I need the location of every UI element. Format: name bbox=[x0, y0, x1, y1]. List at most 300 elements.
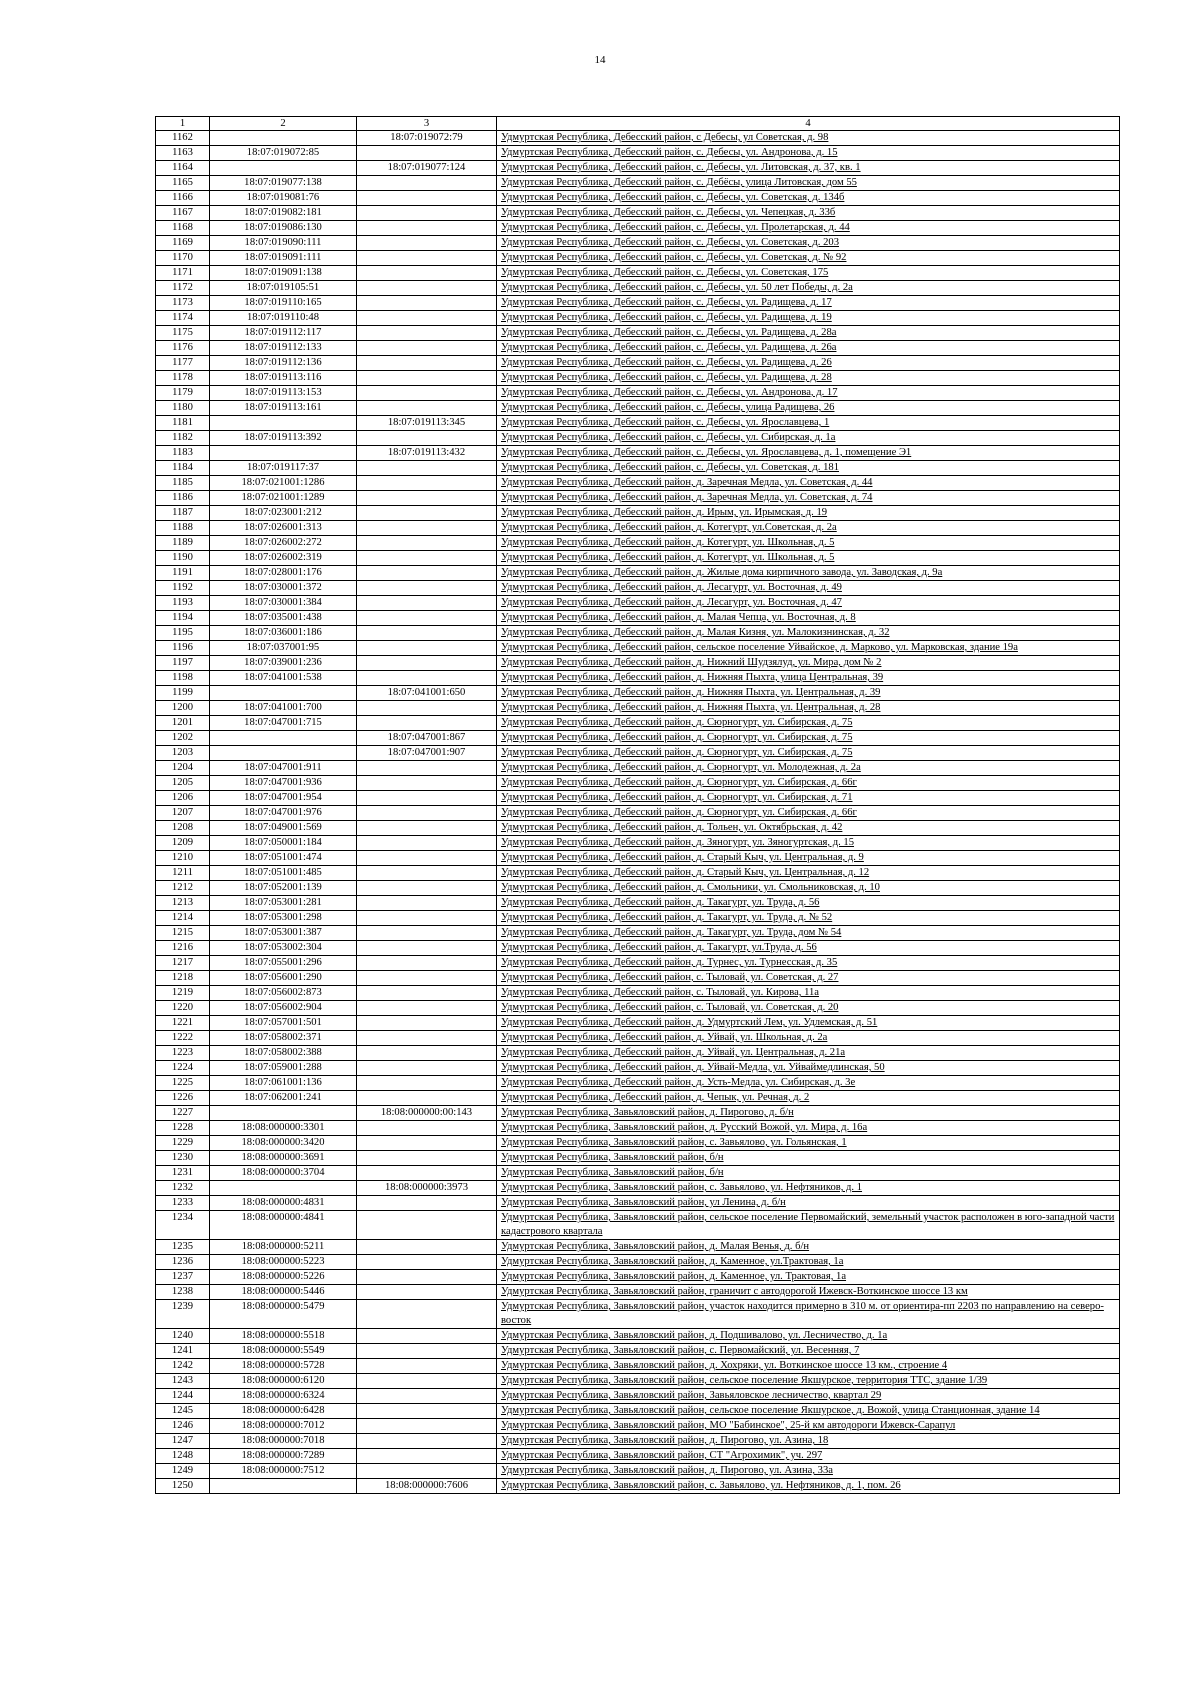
cadastral-number-alt-cell bbox=[357, 1374, 497, 1389]
cadastral-number-cell: 18:08:000000:7018 bbox=[210, 1434, 357, 1449]
table-row bbox=[156, 596, 1120, 611]
row-number-cell: 1209 bbox=[156, 836, 210, 851]
address-cell: Удмуртская Республика, Завьяловский район, участок находится примерно в 310 м. от ориентира-пп 2203 по направлению на северо-восток bbox=[497, 1300, 1120, 1329]
cadastral-number-alt-cell bbox=[357, 1136, 497, 1151]
cadastral-number-alt-cell bbox=[357, 776, 497, 791]
table-row bbox=[156, 551, 1120, 566]
row-number-cell: 1225 bbox=[156, 1076, 210, 1091]
table-row bbox=[156, 611, 1120, 626]
address-cell: Удмуртская Республика, Дебесский район, д. Старый Кыч, ул. Центральная, д. 12 bbox=[497, 866, 1120, 881]
row-number-cell: 1247 bbox=[156, 1434, 210, 1449]
row-number-cell: 1174 bbox=[156, 311, 210, 326]
table-row bbox=[156, 776, 1120, 791]
cadastral-number-cell: 18:07:055001:296 bbox=[210, 956, 357, 971]
cadastral-number-alt-cell bbox=[357, 941, 497, 956]
cadastral-number-alt-cell bbox=[357, 1359, 497, 1374]
table-row bbox=[156, 911, 1120, 926]
row-number-cell: 1242 bbox=[156, 1359, 210, 1374]
row-number-cell: 1239 bbox=[156, 1300, 210, 1329]
row-number-cell: 1183 bbox=[156, 446, 210, 461]
cadastral-number-alt-cell bbox=[357, 1091, 497, 1106]
row-number-cell: 1234 bbox=[156, 1211, 210, 1240]
address-cell: Удмуртская Республика, Дебесский район, с. Дебесы, ул. Радищева, д. 28 bbox=[497, 371, 1120, 386]
row-number-cell: 1163 bbox=[156, 146, 210, 161]
table-row bbox=[156, 131, 1120, 146]
cadastral-number-alt-cell bbox=[357, 581, 497, 596]
cadastral-number-cell: 18:08:000000:5549 bbox=[210, 1344, 357, 1359]
table-row bbox=[156, 956, 1120, 971]
table-row bbox=[156, 671, 1120, 686]
cadastral-number-cell: 18:07:019112:133 bbox=[210, 341, 357, 356]
row-number-cell: 1193 bbox=[156, 596, 210, 611]
table-row bbox=[156, 1449, 1120, 1464]
address-cell: Удмуртская Республика, Дебесский район, д. Уйвай, ул. Центральная, д. 21а bbox=[497, 1046, 1120, 1061]
row-number-cell: 1182 bbox=[156, 431, 210, 446]
cadastral-number-alt-cell bbox=[357, 1016, 497, 1031]
cadastral-number-cell: 18:07:047001:911 bbox=[210, 761, 357, 776]
cadastral-number-cell: 18:08:000000:5223 bbox=[210, 1255, 357, 1270]
cadastral-number-cell bbox=[210, 446, 357, 461]
cadastral-number-cell: 18:07:052001:139 bbox=[210, 881, 357, 896]
row-number-cell: 1232 bbox=[156, 1181, 210, 1196]
address-cell: Удмуртская Республика, Завьяловский район, сельское поселение Первомайский, земельный участок расположен в юго-западной части кадастрового квартала bbox=[497, 1211, 1120, 1240]
address-cell: Удмуртская Республика, Дебесский район, д. Малая Кизня, ул. Малокизнинская, д. 32 bbox=[497, 626, 1120, 641]
cadastral-number-alt-cell bbox=[357, 1449, 497, 1464]
cadastral-number-cell: 18:07:053002:304 bbox=[210, 941, 357, 956]
address-cell: Удмуртская Республика, Завьяловский район, д. Каменное, ул. Трактовая, 1а bbox=[497, 1270, 1120, 1285]
address-cell: Удмуртская Республика, Дебесский район, с. Дебесы, ул. Чепецкая, д. 33б bbox=[497, 206, 1120, 221]
address-cell: Удмуртская Республика, Завьяловский район, с. Завьялово, ул. Нефтяников, д. 1, пом. 26 bbox=[497, 1479, 1120, 1494]
table-row bbox=[156, 926, 1120, 941]
table-row bbox=[156, 1300, 1120, 1329]
table-row bbox=[156, 1255, 1120, 1270]
cadastral-number-cell bbox=[210, 1106, 357, 1121]
table-row bbox=[156, 296, 1120, 311]
cadastral-number-alt-cell bbox=[357, 1285, 497, 1300]
address-cell: Удмуртская Республика, Завьяловский район, Завьяловское лесничество, квартал 29 bbox=[497, 1389, 1120, 1404]
table-row bbox=[156, 311, 1120, 326]
table-row bbox=[156, 521, 1120, 536]
table-row bbox=[156, 1016, 1120, 1031]
cadastral-number-cell: 18:07:030001:372 bbox=[210, 581, 357, 596]
table-row bbox=[156, 386, 1120, 401]
cadastral-number-cell: 18:07:051001:474 bbox=[210, 851, 357, 866]
address-cell: Удмуртская Республика, Дебесский район, с. Тыловай, ул. Кирова, 11а bbox=[497, 986, 1120, 1001]
row-number-cell: 1222 bbox=[156, 1031, 210, 1046]
address-cell: Удмуртская Республика, Дебесский район, д. Уйвай, ул. Школьная, д. 2а bbox=[497, 1031, 1120, 1046]
table-row bbox=[156, 1479, 1120, 1494]
row-number-cell: 1181 bbox=[156, 416, 210, 431]
address-cell: Удмуртская Республика, Дебесский район, с. Тыловай, ул. Советская, д. 20 bbox=[497, 1001, 1120, 1016]
address-cell: Удмуртская Республика, Дебесский район, с. Дебесы, ул. Ярославцева, 1 bbox=[497, 416, 1120, 431]
table-row bbox=[156, 686, 1120, 701]
cadastral-number-cell: 18:07:053001:281 bbox=[210, 896, 357, 911]
address-cell: Удмуртская Республика, Завьяловский район, д. Подшивалово, ул. Лесничество, д. 1а bbox=[497, 1329, 1120, 1344]
cadastral-number-alt-cell bbox=[357, 896, 497, 911]
address-cell: Удмуртская Республика, Дебесский район, д. Уйвай-Медла, ул. Уйваймедлинская, 50 bbox=[497, 1061, 1120, 1076]
cadastral-number-alt-cell bbox=[357, 1300, 497, 1329]
cadastral-number-alt-cell: 18:07:019113:345 bbox=[357, 416, 497, 431]
cadastral-number-cell: 18:07:035001:438 bbox=[210, 611, 357, 626]
address-cell: Удмуртская Республика, Завьяловский район, б/н bbox=[497, 1166, 1120, 1181]
cadastral-number-cell: 18:08:000000:6120 bbox=[210, 1374, 357, 1389]
cadastral-number-alt-cell bbox=[357, 1061, 497, 1076]
address-cell: Удмуртская Республика, Завьяловский район, СТ "Агрохимик", уч. 297 bbox=[497, 1449, 1120, 1464]
row-number-cell: 1207 bbox=[156, 806, 210, 821]
table-row bbox=[156, 506, 1120, 521]
table-row bbox=[156, 626, 1120, 641]
row-number-cell: 1195 bbox=[156, 626, 210, 641]
address-cell: Удмуртская Республика, Дебесский район, с. Дебесы, ул. Советская, д. 134б bbox=[497, 191, 1120, 206]
address-cell: Удмуртская Республика, Дебесский район, с. Дебесы, ул. Пролетарская, д. 44 bbox=[497, 221, 1120, 236]
cadastral-number-alt-cell bbox=[357, 1270, 497, 1285]
address-cell: Удмуртская Республика, Дебесский район, с. Дебесы, ул. Советская, 175 bbox=[497, 266, 1120, 281]
cadastral-number-alt-cell bbox=[357, 1196, 497, 1211]
cadastral-number-cell: 18:07:039001:236 bbox=[210, 656, 357, 671]
address-cell: Удмуртская Республика, Завьяловский район, с. Первомайский, ул. Весенняя, 7 bbox=[497, 1344, 1120, 1359]
column-header-2: 2 bbox=[210, 117, 357, 131]
cadastral-number-alt-cell: 18:08:000000:00:143 bbox=[357, 1106, 497, 1121]
cadastral-number-alt-cell bbox=[357, 491, 497, 506]
address-cell: Удмуртская Республика, Завьяловский район, д. Пирогово, ул. Азина, 33а bbox=[497, 1464, 1120, 1479]
cadastral-number-alt-cell bbox=[357, 626, 497, 641]
table-row bbox=[156, 1464, 1120, 1479]
cadastral-number-alt-cell bbox=[357, 836, 497, 851]
cadastral-number-cell bbox=[210, 1479, 357, 1494]
cadastral-number-cell: 18:07:019113:392 bbox=[210, 431, 357, 446]
cadastral-number-alt-cell bbox=[357, 701, 497, 716]
cadastral-number-cell: 18:08:000000:4831 bbox=[210, 1196, 357, 1211]
cadastral-number-cell: 18:07:047001:954 bbox=[210, 791, 357, 806]
row-number-cell: 1218 bbox=[156, 971, 210, 986]
address-cell: Удмуртская Республика, Дебесский район, д. Сюрногурт, ул. Сибирская, д. 75 bbox=[497, 716, 1120, 731]
address-cell: Удмуртская Республика, Завьяловский район, сельское поселение Якшурское, территория ТТС, здание 1/39 bbox=[497, 1374, 1120, 1389]
table-row bbox=[156, 1240, 1120, 1255]
table-row bbox=[156, 1270, 1120, 1285]
address-cell: Удмуртская Республика, Дебесский район, д. Такагурт, ул.Труда, д. 56 bbox=[497, 941, 1120, 956]
address-cell: Удмуртская Республика, Дебесский район, с. Дебесы, ул. Радищева, д. 26а bbox=[497, 341, 1120, 356]
cadastral-number-cell: 18:07:019110:165 bbox=[210, 296, 357, 311]
table-row bbox=[156, 281, 1120, 296]
table-row bbox=[156, 176, 1120, 191]
address-cell: Удмуртская Республика, Дебесский район, с. Дебесы, ул. Литовская, д. 37, кв. 1 bbox=[497, 161, 1120, 176]
row-number-cell: 1190 bbox=[156, 551, 210, 566]
row-number-cell: 1221 bbox=[156, 1016, 210, 1031]
table-row bbox=[156, 566, 1120, 581]
cadastral-number-cell: 18:07:019117:37 bbox=[210, 461, 357, 476]
row-number-cell: 1179 bbox=[156, 386, 210, 401]
cadastral-number-cell: 18:07:058002:388 bbox=[210, 1046, 357, 1061]
cadastral-number-alt-cell bbox=[357, 356, 497, 371]
cadastral-number-alt-cell bbox=[357, 851, 497, 866]
cadastral-number-alt-cell: 18:07:041001:650 bbox=[357, 686, 497, 701]
cadastral-number-alt-cell bbox=[357, 1001, 497, 1016]
cadastral-number-cell: 18:07:019105:51 bbox=[210, 281, 357, 296]
row-number-cell: 1241 bbox=[156, 1344, 210, 1359]
cadastral-number-cell: 18:08:000000:5479 bbox=[210, 1300, 357, 1329]
row-number-cell: 1168 bbox=[156, 221, 210, 236]
cadastral-number-cell: 18:07:019112:136 bbox=[210, 356, 357, 371]
address-cell: Удмуртская Республика, Завьяловский район, д. Каменное, ул.Трактовая, 1а bbox=[497, 1255, 1120, 1270]
address-cell: Удмуртская Республика, Дебесский район, д. Сюрногурт, ул. Сибирская, д. 75 bbox=[497, 731, 1120, 746]
address-cell: Удмуртская Республика, Дебесский район, д. Сюрногурт, ул. Сибирская, д. 71 bbox=[497, 791, 1120, 806]
address-cell: Удмуртская Республика, Завьяловский район, с. Завьялово, ул. Нефтяников, д. 1 bbox=[497, 1181, 1120, 1196]
address-cell: Удмуртская Республика, Дебесский район, с. Тыловай, ул. Советская, д. 27 bbox=[497, 971, 1120, 986]
address-cell: Удмуртская Республика, Дебесский район, д. Усть-Медла, ул. Сибирская, д. 3е bbox=[497, 1076, 1120, 1091]
row-number-cell: 1226 bbox=[156, 1091, 210, 1106]
table-row bbox=[156, 896, 1120, 911]
table-row bbox=[156, 656, 1120, 671]
table-row bbox=[156, 461, 1120, 476]
table-row bbox=[156, 1196, 1120, 1211]
table-row bbox=[156, 1046, 1120, 1061]
cadastral-number-cell: 18:07:037001:95 bbox=[210, 641, 357, 656]
cadastral-number-alt-cell bbox=[357, 1329, 497, 1344]
cadastral-number-alt-cell bbox=[357, 671, 497, 686]
row-number-cell: 1201 bbox=[156, 716, 210, 731]
cadastral-number-alt-cell bbox=[357, 1046, 497, 1061]
table-row bbox=[156, 1091, 1120, 1106]
cadastral-number-alt-cell bbox=[357, 1211, 497, 1240]
row-number-cell: 1197 bbox=[156, 656, 210, 671]
address-cell: Удмуртская Республика, Дебесский район, с. Дебесы, ул. Радищева, д. 17 bbox=[497, 296, 1120, 311]
table-row bbox=[156, 1419, 1120, 1434]
cadastral-number-cell: 18:07:021001:1289 bbox=[210, 491, 357, 506]
cadastral-number-cell: 18:07:019112:117 bbox=[210, 326, 357, 341]
address-cell: Удмуртская Республика, Дебесский район, с. Дебесы, улица Радищева, 26 bbox=[497, 401, 1120, 416]
row-number-cell: 1210 bbox=[156, 851, 210, 866]
table-row bbox=[156, 1181, 1120, 1196]
table-row bbox=[156, 716, 1120, 731]
row-number-cell: 1243 bbox=[156, 1374, 210, 1389]
row-number-cell: 1217 bbox=[156, 956, 210, 971]
table-row bbox=[156, 161, 1120, 176]
row-number-cell: 1178 bbox=[156, 371, 210, 386]
cadastral-number-cell: 18:08:000000:5226 bbox=[210, 1270, 357, 1285]
table-row bbox=[156, 206, 1120, 221]
cadastral-number-cell: 18:08:000000:3420 bbox=[210, 1136, 357, 1151]
cadastral-number-cell bbox=[210, 416, 357, 431]
table-row bbox=[156, 1404, 1120, 1419]
cadastral-number-cell: 18:07:030001:384 bbox=[210, 596, 357, 611]
row-number-cell: 1245 bbox=[156, 1404, 210, 1419]
cadastral-number-alt-cell bbox=[357, 461, 497, 476]
cadastral-number-cell bbox=[210, 161, 357, 176]
row-number-cell: 1211 bbox=[156, 866, 210, 881]
cadastral-number-alt-cell bbox=[357, 1404, 497, 1419]
cadastral-number-cell: 18:08:000000:5446 bbox=[210, 1285, 357, 1300]
address-cell: Удмуртская Республика, Дебесский район, д. Ирым, ул. Ирымская, д. 19 bbox=[497, 506, 1120, 521]
cadastral-number-cell bbox=[210, 131, 357, 146]
cadastral-number-alt-cell bbox=[357, 1419, 497, 1434]
table-row bbox=[156, 356, 1120, 371]
cadastral-number-alt-cell bbox=[357, 911, 497, 926]
row-number-cell: 1233 bbox=[156, 1196, 210, 1211]
address-cell: Удмуртская Республика, Дебесский район, д. Чепык, ул. Речная, д. 2 bbox=[497, 1091, 1120, 1106]
cadastral-number-cell: 18:07:019077:138 bbox=[210, 176, 357, 191]
table-row bbox=[156, 1434, 1120, 1449]
row-number-cell: 1170 bbox=[156, 251, 210, 266]
address-cell: Удмуртская Республика, Завьяловский район, МО "Бабинское", 25-й км автодороги Ижевск-Сарапул bbox=[497, 1419, 1120, 1434]
row-number-cell: 1188 bbox=[156, 521, 210, 536]
cadastral-number-cell: 18:07:019091:111 bbox=[210, 251, 357, 266]
cadastral-number-cell: 18:07:047001:976 bbox=[210, 806, 357, 821]
address-cell: Удмуртская Республика, Дебесский район, д. Сюрногурт, ул. Молодежная, д. 2а bbox=[497, 761, 1120, 776]
row-number-cell: 1199 bbox=[156, 686, 210, 701]
cadastral-number-alt-cell bbox=[357, 296, 497, 311]
row-number-cell: 1165 bbox=[156, 176, 210, 191]
cadastral-number-cell bbox=[210, 746, 357, 761]
cadastral-number-cell: 18:08:000000:3301 bbox=[210, 1121, 357, 1136]
cadastral-number-alt-cell bbox=[357, 146, 497, 161]
cadastral-number-alt-cell bbox=[357, 1121, 497, 1136]
row-number-cell: 1240 bbox=[156, 1329, 210, 1344]
row-number-cell: 1213 bbox=[156, 896, 210, 911]
cadastral-number-cell: 18:07:050001:184 bbox=[210, 836, 357, 851]
address-cell: Удмуртская Республика, Дебесский район, д. Сюрногурт, ул. Сибирская, д. 66г bbox=[497, 806, 1120, 821]
row-number-cell: 1206 bbox=[156, 791, 210, 806]
row-number-cell: 1236 bbox=[156, 1255, 210, 1270]
cadastral-number-alt-cell: 18:08:000000:7606 bbox=[357, 1479, 497, 1494]
address-cell: Удмуртская Республика, Дебесский район, с. Дебесы, ул. Андронова, д. 17 bbox=[497, 386, 1120, 401]
cadastral-number-cell: 18:08:000000:7012 bbox=[210, 1419, 357, 1434]
cadastral-number-alt-cell bbox=[357, 371, 497, 386]
table-row bbox=[156, 1389, 1120, 1404]
cadastral-number-alt-cell bbox=[357, 1031, 497, 1046]
cadastral-number-cell bbox=[210, 686, 357, 701]
table-row bbox=[156, 146, 1120, 161]
cadastral-number-cell: 18:07:019091:138 bbox=[210, 266, 357, 281]
cadastral-number-cell: 18:07:047001:936 bbox=[210, 776, 357, 791]
address-cell: Удмуртская Республика, Дебесский район, д. Лесагурт, ул. Восточная, д. 47 bbox=[497, 596, 1120, 611]
table-row bbox=[156, 1374, 1120, 1389]
table-row bbox=[156, 221, 1120, 236]
table-row bbox=[156, 806, 1120, 821]
row-number-cell: 1185 bbox=[156, 476, 210, 491]
table-row bbox=[156, 641, 1120, 656]
address-cell: Удмуртская Республика, Дебесский район, д. Нижняя Пыхта, ул. Центральная, д. 28 bbox=[497, 701, 1120, 716]
address-cell: Удмуртская Республика, Дебесский район, с. Дебёсы, улица Литовская, дом 55 bbox=[497, 176, 1120, 191]
address-cell: Удмуртская Республика, Завьяловский район, д. Хохряки, ул. Воткинское шоссе 13 км., строение 4 bbox=[497, 1359, 1120, 1374]
cadastral-number-alt-cell bbox=[357, 236, 497, 251]
cadastral-number-cell: 18:07:053001:298 bbox=[210, 911, 357, 926]
address-cell: Удмуртская Республика, Дебесский район, д. Жилые дома кирпичного завода, ул. Заводская, д. 9а bbox=[497, 566, 1120, 581]
page-number: 14 bbox=[594, 54, 606, 66]
table-row bbox=[156, 251, 1120, 266]
cadastral-number-cell bbox=[210, 731, 357, 746]
cadastral-number-cell: 18:07:056002:873 bbox=[210, 986, 357, 1001]
cadastral-number-cell: 18:07:021001:1286 bbox=[210, 476, 357, 491]
cadastral-number-alt-cell bbox=[357, 641, 497, 656]
cadastral-number-alt-cell bbox=[357, 221, 497, 236]
cadastral-number-cell: 18:07:056002:904 bbox=[210, 1001, 357, 1016]
table-row bbox=[156, 446, 1120, 461]
cadastral-number-alt-cell bbox=[357, 176, 497, 191]
address-cell: Удмуртская Республика, Завьяловский район, б/н bbox=[497, 1151, 1120, 1166]
cadastral-number-cell: 18:07:019113:153 bbox=[210, 386, 357, 401]
table-row bbox=[156, 701, 1120, 716]
cadastral-number-cell bbox=[210, 1181, 357, 1196]
table-row bbox=[156, 1001, 1120, 1016]
cadastral-number-alt-cell bbox=[357, 1240, 497, 1255]
cadastral-number-alt-cell bbox=[357, 986, 497, 1001]
cadastral-number-alt-cell bbox=[357, 1464, 497, 1479]
column-header-4: 4 bbox=[497, 117, 1120, 131]
cadastral-number-alt-cell bbox=[357, 1434, 497, 1449]
row-number-cell: 1189 bbox=[156, 536, 210, 551]
table-row bbox=[156, 1136, 1120, 1151]
address-cell: Удмуртская Республика, Завьяловский район, д. Пирогово, ул. Азина, 18 bbox=[497, 1434, 1120, 1449]
row-number-cell: 1237 bbox=[156, 1270, 210, 1285]
table-row bbox=[156, 1121, 1120, 1136]
cadastral-number-cell: 18:07:019113:116 bbox=[210, 371, 357, 386]
cadastral-number-alt-cell: 18:07:019113:432 bbox=[357, 446, 497, 461]
table-row bbox=[156, 1151, 1120, 1166]
cadastral-number-alt-cell bbox=[357, 206, 497, 221]
row-number-cell: 1198 bbox=[156, 671, 210, 686]
table-row bbox=[156, 881, 1120, 896]
cadastral-number-cell: 18:07:061001:136 bbox=[210, 1076, 357, 1091]
address-cell: Удмуртская Республика, Дебесский район, д. Удмуртский Лем, ул. Удлемская, д. 51 bbox=[497, 1016, 1120, 1031]
cadastral-number-cell: 18:07:019110:48 bbox=[210, 311, 357, 326]
table-row bbox=[156, 536, 1120, 551]
cadastral-number-alt-cell bbox=[357, 806, 497, 821]
cadastral-number-alt-cell bbox=[357, 866, 497, 881]
row-number-cell: 1176 bbox=[156, 341, 210, 356]
row-number-cell: 1162 bbox=[156, 131, 210, 146]
table-row bbox=[156, 761, 1120, 776]
table-row bbox=[156, 1031, 1120, 1046]
cadastral-number-alt-cell bbox=[357, 311, 497, 326]
cadastral-number-cell: 18:08:000000:5518 bbox=[210, 1329, 357, 1344]
cadastral-number-alt-cell bbox=[357, 476, 497, 491]
cadastral-number-cell: 18:07:023001:212 bbox=[210, 506, 357, 521]
table-row bbox=[156, 941, 1120, 956]
cadastral-number-alt-cell bbox=[357, 791, 497, 806]
table-row bbox=[156, 1061, 1120, 1076]
table-row bbox=[156, 266, 1120, 281]
cadastral-number-cell: 18:07:049001:569 bbox=[210, 821, 357, 836]
address-cell: Удмуртская Республика, Дебесский район, д. Нижняя Пыхта, улица Центральная, 39 bbox=[497, 671, 1120, 686]
row-number-cell: 1227 bbox=[156, 1106, 210, 1121]
cadastral-number-alt-cell bbox=[357, 1166, 497, 1181]
address-cell: Удмуртская Республика, Дебесский район, с. Дебесы, ул. 50 лет Победы, д. 2а bbox=[497, 281, 1120, 296]
cadastral-number-alt-cell: 18:08:000000:3973 bbox=[357, 1181, 497, 1196]
table-row bbox=[156, 1359, 1120, 1374]
cadastral-number-alt-cell bbox=[357, 956, 497, 971]
address-cell: Удмуртская Республика, Дебесский район, с. Дебесы, ул. Советская, д. 203 bbox=[497, 236, 1120, 251]
row-number-cell: 1184 bbox=[156, 461, 210, 476]
cadastral-number-alt-cell bbox=[357, 326, 497, 341]
address-cell: Удмуртская Республика, Дебесский район, д. Зяногурт, ул. Зяногуртская, д. 15 bbox=[497, 836, 1120, 851]
address-cell: Удмуртская Республика, Дебесский район, д. Такагурт, ул. Труда, д. 56 bbox=[497, 896, 1120, 911]
table-row bbox=[156, 731, 1120, 746]
row-number-cell: 1244 bbox=[156, 1389, 210, 1404]
address-cell: Удмуртская Республика, Дебесский район, д. Сюрногурт, ул. Сибирская, д. 66г bbox=[497, 776, 1120, 791]
registry-table bbox=[155, 116, 1120, 1494]
cadastral-number-alt-cell bbox=[357, 1076, 497, 1091]
row-number-cell: 1194 bbox=[156, 611, 210, 626]
row-number-cell: 1205 bbox=[156, 776, 210, 791]
address-cell: Удмуртская Республика, Дебесский район, с. Дебесы, ул. Андронова, д. 15 bbox=[497, 146, 1120, 161]
table-row bbox=[156, 1344, 1120, 1359]
table-row bbox=[156, 401, 1120, 416]
row-number-cell: 1175 bbox=[156, 326, 210, 341]
cadastral-number-alt-cell bbox=[357, 521, 497, 536]
cadastral-number-alt-cell bbox=[357, 1255, 497, 1270]
row-number-cell: 1186 bbox=[156, 491, 210, 506]
cadastral-number-alt-cell bbox=[357, 596, 497, 611]
